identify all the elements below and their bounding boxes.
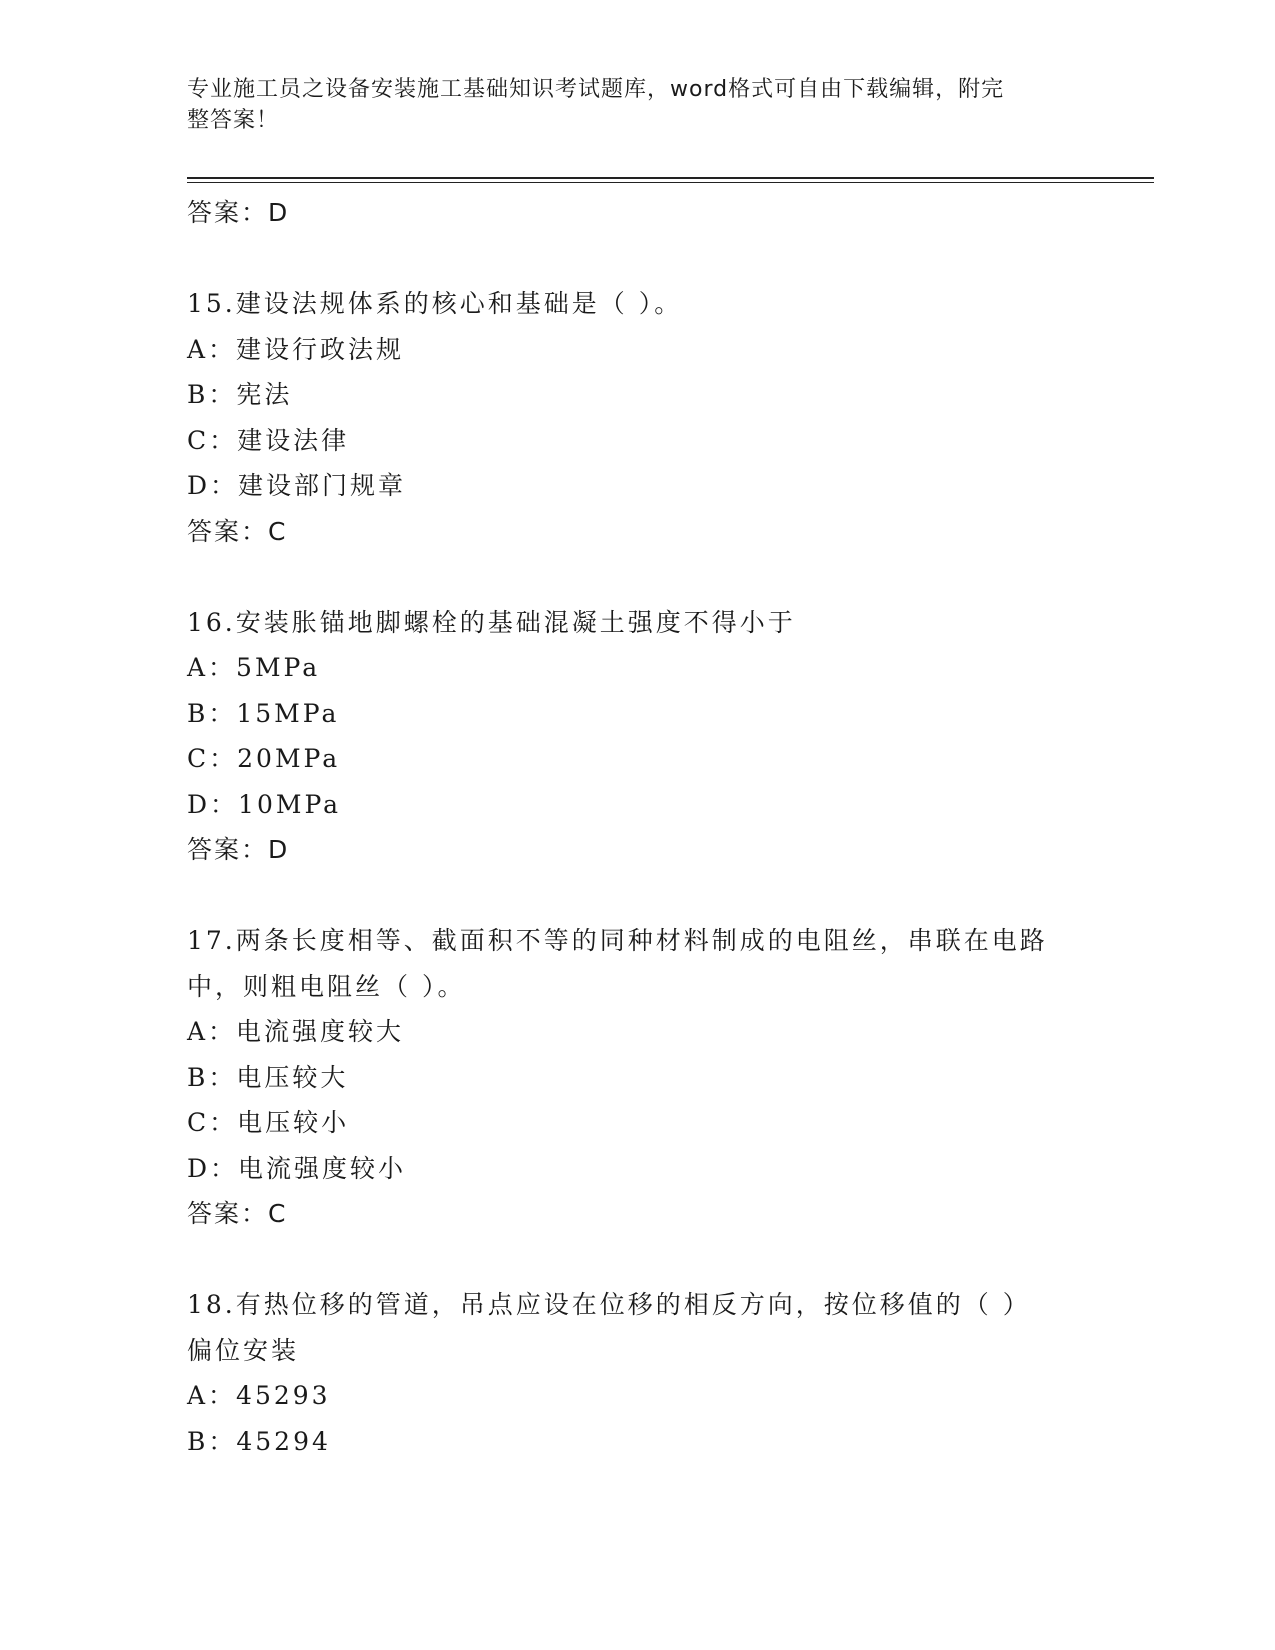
option-b: B：电压较大: [187, 1062, 349, 1092]
option-c: C：建设法律: [187, 425, 350, 455]
document-header: [187, 74, 1067, 136]
header-divider-thick: [187, 177, 1154, 179]
option-d: D：建设部门规章: [187, 471, 407, 500]
option-a: A：建设行政法规: [187, 334, 405, 364]
question-stem-continued: 中，则粗电阻丝（ ）。: [187, 971, 466, 1001]
question-stem-continued: 偏位安装: [187, 1335, 300, 1365]
spacer: [187, 1237, 1087, 1283]
question-list: [187, 190, 1087, 1464]
spacer: [187, 873, 1087, 919]
option-b: B：45294: [187, 1426, 331, 1456]
question-18: [187, 1282, 1087, 1464]
option-a: A：电流强度较大: [187, 1017, 405, 1046]
question-15: [187, 281, 1087, 554]
option-b: B：宪法: [187, 380, 293, 409]
spacer: [187, 554, 1087, 600]
header-line-1: 专业施工员之设备安装施工基础知识考试题库，word格式可自由下载编辑，附完: [187, 77, 1005, 102]
answer-line: 答案：C: [187, 1199, 288, 1228]
header-line-2: 整答案！: [187, 108, 280, 133]
option-d: D：电流强度较小: [187, 1153, 407, 1183]
option-c: C：20MPa: [187, 744, 341, 773]
answer-line: 答案：C: [187, 516, 288, 546]
spacer: [187, 236, 1087, 282]
header-divider-thin: [187, 182, 1154, 183]
question-stem: 16.安装胀锚地脚螺栓的基础混凝土强度不得小于: [187, 607, 796, 637]
question-stem: 17.两条长度相等、截面积不等的同种材料制成的电阻丝，串联在电路: [187, 926, 1048, 955]
question-stem: 15.建设法规体系的核心和基础是（ ）。: [187, 289, 683, 318]
option-a: A：45293: [187, 1381, 331, 1410]
question-17: [187, 918, 1087, 1237]
option-b: B：15MPa: [187, 698, 340, 728]
option-c: C：电压较小: [187, 1108, 350, 1137]
answer-line: 答案：D: [187, 835, 290, 864]
question-16: [187, 600, 1087, 873]
option-a: A：5MPa: [187, 653, 321, 682]
previous-answer: 答案：D: [187, 198, 290, 227]
option-d: D：10MPa: [187, 789, 342, 819]
question-stem: 18.有热位移的管道，吊点应设在位移的相反方向，按位移值的（ ）: [187, 1290, 1031, 1319]
